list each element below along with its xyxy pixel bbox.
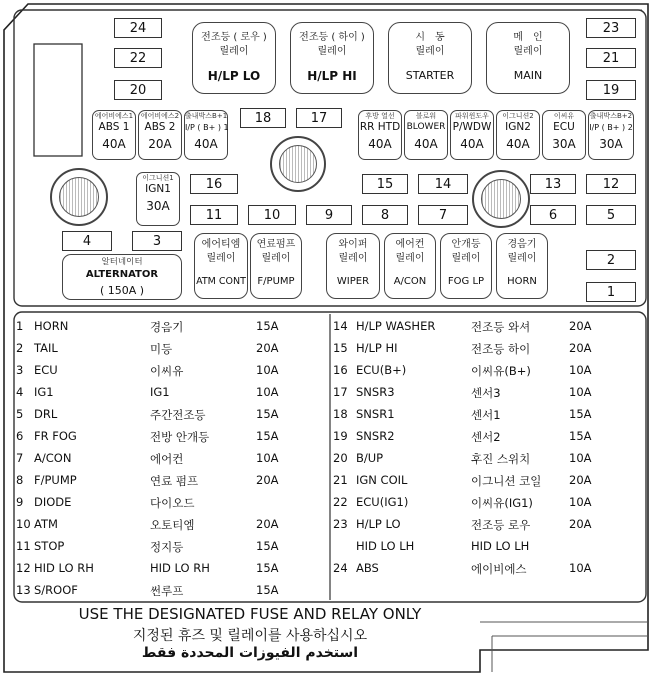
fuse-abs2 bbox=[138, 110, 182, 160]
fuse-slot-16: 16 bbox=[190, 174, 238, 194]
fuse-kr-label: 이그니션1 bbox=[142, 174, 174, 182]
legend-name: ECU bbox=[34, 363, 58, 377]
legend-korean-name: 전방 안개등 bbox=[150, 430, 210, 444]
fuse-slot-3: 3 bbox=[132, 231, 182, 251]
legend-amperage: 20A bbox=[569, 517, 592, 531]
fuse-amperage: 40A bbox=[102, 137, 126, 151]
legend-number: 19 bbox=[333, 429, 348, 443]
legend-name: TAIL bbox=[34, 341, 58, 355]
relay-kr-sub: 릴레이 bbox=[206, 253, 236, 264]
legend-name: ATM bbox=[34, 517, 58, 531]
legend-number: 10 bbox=[16, 517, 31, 531]
relay-kr-sub: 릴레이 bbox=[317, 46, 347, 57]
fuse-amperage: 30A bbox=[599, 137, 623, 151]
fuse-amperage: 30A bbox=[146, 199, 170, 213]
fuse-slot-13: 13 bbox=[530, 174, 576, 194]
relay-en-label: MAIN bbox=[513, 69, 543, 82]
bolt-terminal-center bbox=[270, 136, 326, 192]
notice-korean: 지정된 휴즈 및 릴레이를 사용하십시오 bbox=[132, 628, 368, 644]
fuse-kr-label: 출내박스B+2 bbox=[589, 112, 633, 120]
relay-horn bbox=[496, 233, 548, 299]
notice-arabic: استخدم الفيوزات المحددة فقط bbox=[141, 645, 359, 661]
legend-korean-name: 미등 bbox=[150, 342, 173, 356]
legend-korean-name: 이씨유(IG1) bbox=[471, 496, 533, 510]
legend-amperage: 20A bbox=[569, 473, 592, 487]
fuse-ecu bbox=[542, 110, 586, 160]
legend-name: HID LO RH bbox=[34, 561, 94, 575]
relay-hlp-hi bbox=[290, 22, 374, 94]
relay-en-label: ATM CONT bbox=[196, 276, 246, 287]
legend-korean-name: 에이비에스 bbox=[471, 562, 527, 576]
relay-en-label: F/PUMP bbox=[257, 276, 295, 287]
relay-kr-sub: 릴레이 bbox=[219, 46, 249, 57]
legend-korean-name: 이그니션 코일 bbox=[471, 474, 542, 488]
relay-kr-sub: 릴레이 bbox=[513, 46, 543, 57]
relay-kr-sub: 릴레이 bbox=[451, 253, 481, 264]
legend-name: SNSR2 bbox=[356, 429, 395, 443]
relay-kr-sub: 릴레이 bbox=[395, 253, 425, 264]
legend-name: IGN COIL bbox=[356, 473, 408, 487]
relay-kr-label: 와이퍼 bbox=[338, 239, 368, 250]
legend-name: IG1 bbox=[34, 385, 54, 399]
relay-kr-sub: 릴레이 bbox=[415, 46, 445, 57]
legend-amperage: 15A bbox=[256, 319, 279, 333]
bolt-terminal-left bbox=[50, 168, 108, 226]
legend-name: HID LO LH bbox=[356, 539, 415, 553]
legend-number: 17 bbox=[333, 385, 348, 399]
legend-number: 8 bbox=[16, 473, 24, 487]
legend-name: ABS bbox=[356, 561, 379, 575]
fuse-slot-17: 17 bbox=[296, 108, 342, 128]
relay-kr-sub: 릴레이 bbox=[261, 253, 291, 264]
legend-amperage: 20A bbox=[256, 517, 279, 531]
legend-amperage: 20A bbox=[256, 473, 279, 487]
relay-en-label: FOG LP bbox=[447, 276, 485, 287]
fuse-slot-14: 14 bbox=[418, 174, 468, 194]
fuse-abs1 bbox=[92, 110, 136, 160]
legend-korean-name: 이씨유 bbox=[150, 364, 184, 378]
fuse-slot-1: 1 bbox=[586, 282, 636, 302]
legend-korean-name: 썬루프 bbox=[150, 584, 184, 598]
legend-name: S/ROOF bbox=[34, 583, 78, 597]
legend-korean-name: 후진 스위치 bbox=[471, 452, 531, 466]
legend-korean-name: 정지등 bbox=[150, 540, 184, 554]
legend-number: 11 bbox=[16, 539, 31, 553]
legend-name: DIODE bbox=[34, 495, 72, 509]
legend-korean-name: HID LO RH bbox=[150, 561, 210, 575]
fuse-amperage: ( 150A ) bbox=[99, 284, 145, 297]
legend-number: 9 bbox=[16, 495, 24, 509]
fuse-amperage: 40A bbox=[506, 137, 530, 151]
relay-main bbox=[486, 22, 570, 94]
legend-amperage: 10A bbox=[256, 385, 279, 399]
fuse-ip-b2 bbox=[588, 110, 634, 160]
legend-number: 21 bbox=[333, 473, 348, 487]
fuse-pwdw bbox=[450, 110, 494, 160]
legend-amperage: 10A bbox=[569, 385, 592, 399]
fuse-slot-8: 8 bbox=[362, 205, 408, 225]
fuse-kr-label: 이씨유 bbox=[553, 112, 575, 120]
legend-name: SNSR3 bbox=[356, 385, 395, 399]
legend-name: FR FOG bbox=[34, 429, 77, 443]
fuse-kr-label: 후방 열선 bbox=[365, 112, 395, 120]
legend-amperage: 10A bbox=[569, 495, 592, 509]
bolt-terminal-right bbox=[472, 170, 530, 228]
legend-name: A/CON bbox=[34, 451, 72, 465]
legend-amperage: 15A bbox=[256, 561, 279, 575]
relay-kr-label: 경음기 bbox=[507, 239, 537, 250]
fuse-en-label: ALTERNATOR bbox=[85, 269, 159, 280]
legend-number: 6 bbox=[16, 429, 24, 443]
relay-kr-sub: 릴레이 bbox=[507, 253, 537, 264]
legend-korean-name: 센서1 bbox=[471, 408, 501, 422]
fuse-kr-label: 알터네이터 bbox=[101, 257, 143, 267]
legend-number: 12 bbox=[16, 561, 31, 575]
legend-number: 13 bbox=[16, 583, 31, 597]
relay-acon bbox=[384, 233, 436, 299]
fuse-slot-10: 10 bbox=[248, 205, 296, 225]
fuse-ip-b1 bbox=[184, 110, 228, 160]
relay-en-label: A/CON bbox=[393, 276, 427, 287]
legend-name: DRL bbox=[34, 407, 58, 421]
legend-amperage: 10A bbox=[256, 451, 279, 465]
fuse-slot-2: 2 bbox=[586, 250, 636, 270]
fuse-ign2 bbox=[496, 110, 540, 160]
legend-name: SNSR1 bbox=[356, 407, 395, 421]
relay-starter bbox=[388, 22, 472, 94]
relay-kr-sub: 릴레이 bbox=[338, 253, 368, 264]
fuse-en-label: RR HTD bbox=[359, 121, 401, 133]
legend-korean-name: 전조등 하이 bbox=[471, 342, 531, 356]
legend-amperage: 15A bbox=[256, 539, 279, 553]
legend-name: H/LP LO bbox=[356, 517, 401, 531]
legend-name: STOP bbox=[34, 539, 65, 553]
relay-kr-label: 전조등 ( 로우 ) bbox=[201, 32, 267, 43]
fuse-slot-11: 11 bbox=[190, 205, 238, 225]
fuse-amperage: 40A bbox=[414, 137, 438, 151]
legend-amperage: 10A bbox=[569, 561, 592, 575]
fuse-en-label: ABS 2 bbox=[144, 121, 176, 133]
legend-name: ECU(B+) bbox=[356, 363, 407, 377]
fuse-kr-label: 블로워 bbox=[415, 112, 437, 120]
legend-korean-name: 오토티엠 bbox=[150, 518, 195, 532]
fuse-kr-label: 에어비에스2 bbox=[140, 112, 180, 120]
relay-en-label: H/LP HI bbox=[307, 69, 357, 83]
legend-name: HORN bbox=[34, 319, 69, 333]
legend-number: 15 bbox=[333, 341, 348, 355]
fuse-en-label: ECU bbox=[553, 121, 575, 133]
fuse-slot-5: 5 bbox=[586, 205, 636, 225]
legend-number: 18 bbox=[333, 407, 348, 421]
fuse-kr-label: 이그니션2 bbox=[502, 112, 534, 120]
fuse-slot-23: 23 bbox=[586, 18, 636, 38]
legend-number: 5 bbox=[16, 407, 24, 421]
legend-number: 22 bbox=[333, 495, 348, 509]
fuse-kr-label: 에어비에스1 bbox=[94, 112, 134, 120]
legend-name: H/LP WASHER bbox=[356, 319, 436, 333]
fuse-en-label: I/P ( B+ ) 1 bbox=[185, 123, 229, 132]
fuse-amperage: 40A bbox=[368, 137, 392, 151]
legend-number: 4 bbox=[16, 385, 24, 399]
relay-kr-label: 메 인 bbox=[513, 32, 543, 43]
relay-kr-label: 전조등 ( 하이 ) bbox=[299, 32, 365, 43]
fuse-slot-20: 20 bbox=[114, 80, 162, 100]
legend-amperage: 20A bbox=[256, 341, 279, 355]
fuse-rr-htd bbox=[358, 110, 402, 160]
legend-amperage: 10A bbox=[256, 363, 279, 377]
fuse-slot-24: 24 bbox=[114, 18, 162, 38]
legend-amperage: 15A bbox=[256, 429, 279, 443]
fuse-en-label: IGN1 bbox=[145, 183, 171, 195]
fuse-kr-label: 파워윈도우 bbox=[455, 112, 489, 120]
fuse-en-label: IGN2 bbox=[505, 121, 531, 133]
legend-korean-name: 주간전조등 bbox=[150, 408, 206, 422]
fuse-slot-12: 12 bbox=[586, 174, 636, 194]
legend-amperage: 15A bbox=[256, 407, 279, 421]
legend-korean-name: 센서3 bbox=[471, 386, 501, 400]
legend-name: H/LP HI bbox=[356, 341, 398, 355]
fuse-ign1 bbox=[136, 172, 180, 226]
relay-kr-label: 에어티엠 bbox=[201, 239, 241, 250]
legend-number: 16 bbox=[333, 363, 348, 377]
fuse-amperage: 40A bbox=[460, 137, 484, 151]
legend-name: B/UP bbox=[356, 451, 384, 465]
fuse-en-label: BLOWER bbox=[406, 122, 446, 132]
fuse-amperage: 40A bbox=[194, 137, 218, 151]
relay-fpump bbox=[250, 233, 302, 299]
legend-korean-name: 전조등 로우 bbox=[471, 518, 531, 532]
legend-korean-name: 에어컨 bbox=[150, 452, 184, 466]
relay-en-label: WIPER bbox=[336, 276, 370, 287]
legend-korean-name: 이씨유(B+) bbox=[471, 364, 531, 378]
fuse-slot-7: 7 bbox=[418, 205, 468, 225]
fuse-amperage: 30A bbox=[552, 137, 576, 151]
fuse-slot-15: 15 bbox=[362, 174, 408, 194]
legend-korean-name: 연료 펌프 bbox=[150, 474, 199, 488]
fuse-slot-6: 6 bbox=[530, 205, 576, 225]
fuse-blower bbox=[404, 110, 448, 160]
legend-number: 23 bbox=[333, 517, 348, 531]
relay-kr-label: 연료펌프 bbox=[256, 239, 296, 250]
relay-en-label: HORN bbox=[507, 276, 537, 287]
legend-number: 24 bbox=[333, 561, 348, 575]
notice-english: USE THE DESIGNATED FUSE AND RELAY ONLY bbox=[78, 605, 422, 623]
legend-number: 7 bbox=[16, 451, 24, 465]
fuse-en-label: I/P ( B+ ) 2 bbox=[589, 123, 633, 132]
relay-kr-label: 에어컨 bbox=[395, 239, 425, 250]
legend-number: 14 bbox=[333, 319, 348, 333]
legend-amperage: 20A bbox=[569, 319, 592, 333]
fuse-slot-22: 22 bbox=[114, 48, 162, 68]
legend-amperage: 10A bbox=[569, 363, 592, 377]
relay-fog-lp bbox=[440, 233, 492, 299]
relay-en-label: STARTER bbox=[405, 69, 455, 82]
fuse-slot-21: 21 bbox=[586, 48, 636, 68]
fuse-slot-9: 9 bbox=[306, 205, 352, 225]
legend-korean-name: 경음기 bbox=[150, 320, 184, 334]
relay-kr-label: 안개등 bbox=[451, 239, 481, 250]
legend-amperage: 15A bbox=[569, 429, 592, 443]
fuse-slot-18: 18 bbox=[240, 108, 286, 128]
legend-name: F/PUMP bbox=[34, 473, 77, 487]
legend-korean-name: 센서2 bbox=[471, 430, 501, 444]
legend-number: 20 bbox=[333, 451, 348, 465]
legend-korean-name: 다이오드 bbox=[150, 496, 195, 510]
legend-number: 3 bbox=[16, 363, 24, 377]
relay-hlp-lo bbox=[192, 22, 276, 94]
fuse-alternator bbox=[62, 254, 182, 300]
legend-korean-name: 전조등 와셔 bbox=[471, 320, 531, 334]
fuse-slot-4: 4 bbox=[62, 231, 112, 251]
legend-amperage: 15A bbox=[256, 583, 279, 597]
relay-en-label: H/LP LO bbox=[207, 69, 261, 83]
legend-amperage: 10A bbox=[569, 451, 592, 465]
fuse-amperage: 20A bbox=[148, 137, 172, 151]
fuse-en-label: ABS 1 bbox=[98, 121, 130, 133]
legend-number: 2 bbox=[16, 341, 24, 355]
legend-amperage: 15A bbox=[569, 407, 592, 421]
fuse-kr-label: 출내박스B+1 bbox=[185, 112, 227, 120]
legend-number: 1 bbox=[16, 319, 24, 333]
legend-korean-name: IG1 bbox=[150, 385, 170, 399]
fuse-en-label: P/WDW bbox=[452, 121, 492, 133]
relay-wiper bbox=[326, 233, 380, 299]
legend-amperage: 20A bbox=[569, 341, 592, 355]
legend-name: ECU(IG1) bbox=[356, 495, 409, 509]
legend-korean-name: HID LO LH bbox=[471, 539, 530, 553]
relay-atm-cont bbox=[194, 233, 248, 299]
fuse-slot-19: 19 bbox=[586, 80, 636, 100]
relay-kr-label: 시 동 bbox=[415, 32, 445, 43]
